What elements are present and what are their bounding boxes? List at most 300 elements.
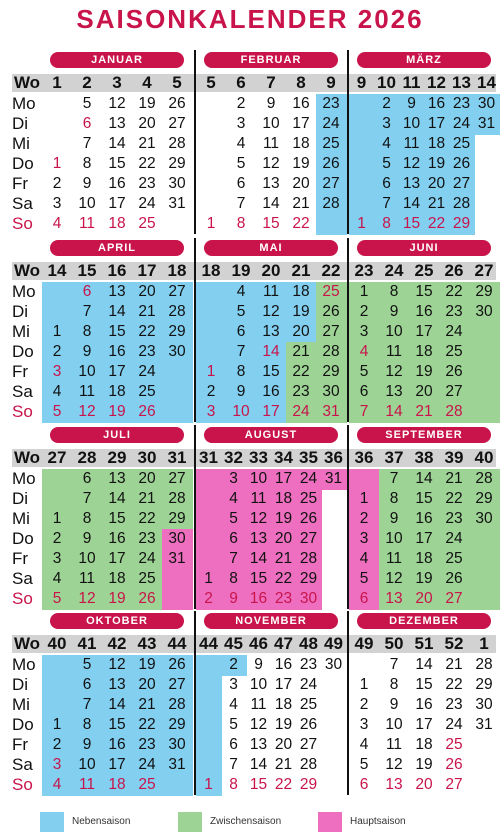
- day-number: 1: [52, 716, 62, 733]
- day-number: 3: [359, 323, 369, 340]
- week-number: 49: [324, 634, 343, 653]
- day-number: 25: [322, 283, 340, 300]
- season-cell: [349, 469, 380, 490]
- day-number: 8: [389, 676, 399, 693]
- day-number: 23: [138, 343, 156, 360]
- day-number: 4: [52, 215, 62, 232]
- day-number: 29: [299, 776, 318, 793]
- week-number: 12: [427, 73, 446, 92]
- day-number: 12: [108, 95, 126, 112]
- week-number: 9: [326, 73, 336, 92]
- day-number: 18: [415, 550, 433, 567]
- day-number: 14: [262, 343, 280, 360]
- week-number: 19: [231, 261, 251, 280]
- week-number: 28: [77, 448, 97, 467]
- season-cell: [349, 94, 375, 115]
- day-number: 5: [359, 570, 369, 587]
- week-number: 52: [444, 634, 464, 653]
- day-number: 26: [445, 363, 463, 380]
- season-cell: [469, 569, 500, 590]
- day-number: 17: [262, 403, 280, 420]
- day-label-mo: Mo: [12, 282, 36, 301]
- day-number: 26: [322, 155, 340, 172]
- day-number: 30: [475, 303, 493, 320]
- season-cell: [196, 342, 227, 363]
- day-number: 28: [445, 403, 463, 420]
- day-number: 12: [385, 363, 403, 380]
- day-number: 7: [236, 343, 246, 360]
- week-number: 25: [414, 261, 434, 280]
- day-number: 20: [292, 175, 310, 192]
- day-number: 22: [138, 323, 156, 340]
- day-number: 3: [52, 756, 62, 773]
- day-number: 2: [52, 736, 62, 753]
- day-number: 18: [274, 696, 293, 713]
- week-number: 31: [167, 448, 187, 467]
- day-number: 16: [415, 696, 433, 713]
- week-label: Wo: [13, 634, 41, 653]
- month-header-november: NOVEMBER: [204, 613, 338, 629]
- day-number: 14: [249, 550, 268, 567]
- day-number: 25: [445, 550, 463, 567]
- season-cell: [469, 529, 500, 550]
- season-cell: [196, 302, 227, 323]
- day-number: 23: [292, 383, 310, 400]
- day-number: 19: [274, 510, 293, 527]
- day-number: 26: [445, 756, 463, 773]
- day-number: 28: [452, 195, 471, 212]
- week-label: Wo: [13, 261, 41, 280]
- legend-label-neben: Nebensaison: [72, 816, 131, 827]
- legend-swatch-zwischen: [178, 812, 202, 832]
- day-number: 21: [274, 756, 293, 773]
- season-cell: [196, 695, 222, 716]
- day-number: 21: [445, 656, 463, 673]
- week-number: 20: [261, 261, 281, 280]
- day-number: 29: [322, 363, 340, 380]
- day-number: 12: [78, 590, 96, 607]
- day-number: 30: [168, 175, 186, 192]
- day-number: 6: [359, 590, 369, 607]
- day-label-so: So: [12, 775, 33, 794]
- week-number: 44: [199, 634, 218, 653]
- day-number: 23: [445, 696, 463, 713]
- week-number: 18: [201, 261, 221, 280]
- day-number: 22: [274, 776, 293, 793]
- season-cell: [469, 322, 500, 343]
- day-number: 22: [445, 490, 463, 507]
- day-number: 25: [445, 736, 463, 753]
- day-number: 16: [415, 303, 433, 320]
- day-number: 19: [292, 155, 310, 172]
- day-number: 6: [82, 470, 92, 487]
- day-label-do: Do: [12, 154, 34, 173]
- day-number: 16: [108, 736, 126, 753]
- day-number: 7: [389, 656, 399, 673]
- day-number: 11: [78, 570, 96, 587]
- day-number: 22: [427, 215, 446, 232]
- day-number: 5: [82, 95, 92, 112]
- week-number: 41: [77, 634, 97, 653]
- week-number: 40: [474, 448, 494, 467]
- day-number: 1: [206, 363, 216, 380]
- day-number: 10: [385, 716, 403, 733]
- day-number: 13: [262, 175, 280, 192]
- month-header-märz: MÄRZ: [357, 52, 491, 68]
- week-number: 27: [474, 261, 494, 280]
- day-number: 23: [299, 656, 318, 673]
- day-number: 26: [445, 570, 463, 587]
- day-number: 20: [274, 736, 293, 753]
- day-number: 31: [475, 716, 493, 733]
- season-cell: [162, 382, 193, 403]
- day-number: 3: [52, 195, 62, 212]
- day-number: 23: [138, 175, 156, 192]
- day-number: 2: [229, 656, 238, 673]
- day-number: 25: [138, 383, 156, 400]
- day-number: 2: [359, 510, 369, 527]
- season-cell: [469, 402, 500, 423]
- day-number: 12: [249, 510, 268, 527]
- day-number: 25: [299, 490, 318, 507]
- day-number: 10: [385, 530, 403, 547]
- day-number: 12: [385, 756, 403, 773]
- day-number: 8: [382, 215, 391, 232]
- week-number: 35: [299, 448, 318, 467]
- day-number: 6: [229, 530, 238, 547]
- day-label-sa: Sa: [12, 194, 33, 213]
- day-number: 13: [108, 283, 126, 300]
- day-label-di: Di: [12, 675, 29, 694]
- day-number: 2: [236, 95, 246, 112]
- season-cell: [196, 755, 222, 776]
- day-number: 15: [108, 155, 126, 172]
- day-label-fr: Fr: [12, 362, 29, 381]
- day-number: 7: [389, 470, 399, 487]
- season-cell: [196, 489, 222, 510]
- day-number: 4: [52, 570, 62, 587]
- season-cell: [196, 655, 222, 676]
- day-number: 15: [249, 570, 268, 587]
- week-label: Wo: [13, 448, 41, 467]
- day-number: 18: [415, 343, 433, 360]
- day-number: 4: [52, 776, 62, 793]
- day-number: 8: [389, 283, 399, 300]
- month-header-mai: MAI: [204, 240, 338, 256]
- day-number: 19: [274, 716, 293, 733]
- week-number: 6: [236, 73, 246, 92]
- day-number: 7: [236, 195, 246, 212]
- day-number: 10: [262, 115, 280, 132]
- day-number: 13: [385, 383, 403, 400]
- day-number: 1: [357, 215, 366, 232]
- week-number: 33: [249, 448, 268, 467]
- day-number: 11: [385, 736, 403, 753]
- month-header-august: AUGUST: [204, 427, 338, 443]
- day-number: 24: [292, 403, 310, 420]
- day-number: 15: [249, 776, 268, 793]
- day-number: 18: [108, 570, 126, 587]
- month-header-oktober: OKTOBER: [50, 613, 184, 629]
- day-number: 12: [262, 303, 280, 320]
- day-number: 31: [477, 115, 496, 132]
- season-cell: [42, 302, 73, 323]
- day-number: 22: [292, 363, 310, 380]
- day-number: 18: [108, 215, 126, 232]
- day-number: 8: [82, 155, 92, 172]
- day-number: 15: [262, 215, 280, 232]
- day-number: 3: [52, 550, 62, 567]
- day-number: 9: [82, 175, 92, 192]
- day-label-so: So: [12, 402, 33, 421]
- week-number: 43: [137, 634, 157, 653]
- day-number: 7: [82, 490, 92, 507]
- day-number: 5: [359, 756, 369, 773]
- day-number: 11: [250, 696, 267, 713]
- day-number: 19: [415, 570, 433, 587]
- day-number: 22: [292, 215, 310, 232]
- day-number: 22: [274, 570, 293, 587]
- day-number: 2: [359, 303, 369, 320]
- day-number: 5: [229, 510, 238, 527]
- season-cell: [469, 549, 500, 570]
- day-number: 31: [322, 403, 340, 420]
- season-cell: [196, 529, 222, 550]
- day-number: 14: [108, 490, 126, 507]
- day-number: 18: [292, 135, 310, 152]
- day-number: 7: [82, 135, 92, 152]
- day-number: 3: [359, 716, 369, 733]
- day-number: 13: [108, 470, 126, 487]
- day-number: 14: [108, 696, 126, 713]
- day-number: 3: [359, 530, 369, 547]
- day-number: 5: [82, 656, 92, 673]
- week-number: 40: [47, 634, 67, 653]
- week-number: 2: [82, 73, 92, 92]
- day-number: 24: [138, 363, 156, 380]
- day-number: 17: [415, 716, 433, 733]
- day-number: 13: [385, 590, 403, 607]
- day-number: 26: [452, 155, 471, 172]
- week-number: 3: [112, 73, 122, 92]
- day-number: 30: [299, 590, 318, 607]
- day-number: 15: [415, 490, 433, 507]
- legend-label-zwischen: Zwischensaison: [210, 816, 282, 827]
- day-number: 8: [82, 323, 92, 340]
- day-number: 6: [82, 283, 92, 300]
- day-number: 5: [229, 716, 238, 733]
- month-header-april: APRIL: [50, 240, 184, 256]
- day-number: 7: [359, 403, 369, 420]
- day-number: 1: [359, 676, 369, 693]
- week-number: 29: [107, 448, 127, 467]
- day-number: 24: [138, 756, 156, 773]
- day-label-mi: Mi: [12, 695, 30, 714]
- day-label-di: Di: [12, 489, 29, 508]
- day-number: 25: [138, 776, 156, 793]
- day-number: 18: [292, 283, 310, 300]
- day-number: 7: [382, 195, 391, 212]
- day-number: 19: [415, 363, 433, 380]
- month-header-juli: JULI: [50, 427, 184, 443]
- month-header-dezember: DEZEMBER: [357, 613, 491, 629]
- day-number: 12: [402, 155, 421, 172]
- week-number: 10: [377, 73, 396, 92]
- day-number: 6: [82, 676, 92, 693]
- day-number: 17: [415, 323, 433, 340]
- week-number: 8: [296, 73, 306, 92]
- day-number: 23: [274, 590, 293, 607]
- day-number: 29: [168, 155, 186, 172]
- day-number: 26: [322, 303, 340, 320]
- day-number: 9: [389, 696, 399, 713]
- day-number: 2: [52, 175, 62, 192]
- week-number: 5: [172, 73, 182, 92]
- day-number: 10: [385, 323, 403, 340]
- week-number: 37: [384, 448, 404, 467]
- day-number: 14: [385, 403, 403, 420]
- day-number: 23: [452, 95, 471, 112]
- week-number: 15: [77, 261, 97, 280]
- day-number: 11: [262, 283, 280, 300]
- day-number: 18: [108, 383, 126, 400]
- day-number: 25: [445, 343, 463, 360]
- week-number: 49: [354, 634, 374, 653]
- day-number: 8: [82, 510, 92, 527]
- day-number: 15: [262, 363, 280, 380]
- day-number: 29: [168, 510, 186, 527]
- day-number: 20: [415, 590, 433, 607]
- day-number: 21: [292, 195, 310, 212]
- week-number: 36: [354, 448, 374, 467]
- season-cell: [316, 214, 347, 235]
- day-number: 31: [168, 195, 186, 212]
- day-number: 31: [168, 550, 186, 567]
- day-number: 15: [108, 716, 126, 733]
- day-number: 4: [359, 736, 369, 753]
- day-number: 28: [322, 343, 340, 360]
- day-number: 31: [324, 470, 343, 487]
- day-number: 3: [206, 403, 216, 420]
- month-header-september: SEPTEMBER: [357, 427, 491, 443]
- season-cell: [162, 362, 193, 383]
- day-number: 4: [52, 383, 62, 400]
- day-number: 28: [168, 135, 186, 152]
- day-number: 13: [108, 676, 126, 693]
- day-number: 18: [108, 776, 126, 793]
- day-number: 11: [78, 776, 96, 793]
- day-number: 6: [382, 175, 391, 192]
- day-number: 29: [475, 490, 493, 507]
- day-number: 21: [427, 195, 446, 212]
- day-number: 28: [475, 656, 493, 673]
- day-number: 4: [382, 135, 391, 152]
- day-number: 25: [138, 215, 156, 232]
- day-number: 26: [168, 95, 186, 112]
- day-number: 25: [452, 135, 471, 152]
- week-number: 11: [402, 73, 421, 92]
- week-number: 32: [224, 448, 243, 467]
- day-number: 27: [322, 175, 340, 192]
- season-cell: [349, 194, 375, 215]
- week-number: 38: [414, 448, 434, 467]
- day-number: 13: [385, 776, 403, 793]
- day-number: 15: [415, 283, 433, 300]
- day-number: 18: [427, 135, 446, 152]
- day-number: 16: [427, 95, 446, 112]
- week-number: 26: [444, 261, 464, 280]
- day-number: 22: [138, 510, 156, 527]
- day-number: 16: [262, 383, 280, 400]
- day-number: 26: [168, 656, 186, 673]
- season-cell: [349, 174, 375, 195]
- day-number: 27: [322, 323, 340, 340]
- season-cell: [469, 382, 500, 403]
- week-number: 36: [324, 448, 343, 467]
- day-number: 17: [108, 363, 126, 380]
- day-label-do: Do: [12, 529, 34, 548]
- day-number: 30: [168, 530, 186, 547]
- day-number: 4: [229, 696, 238, 713]
- day-number: 21: [138, 490, 156, 507]
- season-cell: [469, 342, 500, 363]
- day-label-fr: Fr: [12, 735, 29, 754]
- day-number: 19: [108, 590, 126, 607]
- day-number: 5: [52, 403, 62, 420]
- day-number: 17: [108, 550, 126, 567]
- day-number: 24: [299, 470, 318, 487]
- day-number: 30: [168, 736, 186, 753]
- day-number: 8: [82, 716, 92, 733]
- day-number: 29: [475, 676, 493, 693]
- day-number: 14: [108, 135, 126, 152]
- season-cell: [42, 282, 73, 303]
- day-number: 6: [82, 115, 92, 132]
- week-number: 44: [167, 634, 187, 653]
- day-number: 30: [168, 343, 186, 360]
- week-number: 5: [206, 73, 216, 92]
- season-cell: [196, 549, 222, 570]
- day-number: 28: [168, 303, 186, 320]
- page-title: SAISONKALENDER 2026: [76, 4, 424, 34]
- day-number: 17: [274, 470, 293, 487]
- day-number: 9: [82, 343, 92, 360]
- day-number: 21: [138, 135, 156, 152]
- season-cell: [42, 675, 73, 696]
- day-label-mo: Mo: [12, 469, 36, 488]
- week-number: 42: [107, 634, 127, 653]
- day-label-di: Di: [12, 114, 29, 133]
- day-number: 9: [266, 95, 276, 112]
- day-number: 30: [475, 696, 493, 713]
- day-number: 24: [138, 195, 156, 212]
- day-number: 27: [299, 736, 318, 753]
- season-cell: [196, 675, 222, 696]
- day-number: 16: [108, 530, 126, 547]
- day-number: 17: [108, 195, 126, 212]
- day-number: 20: [415, 776, 433, 793]
- season-cell: [162, 402, 193, 423]
- day-number: 27: [445, 590, 463, 607]
- day-number: 23: [138, 736, 156, 753]
- day-label-fr: Fr: [12, 549, 29, 568]
- day-number: 4: [236, 135, 246, 152]
- legend-swatch-haupt: [318, 812, 342, 832]
- day-number: 15: [108, 510, 126, 527]
- day-number: 20: [427, 175, 446, 192]
- day-number: 6: [359, 776, 369, 793]
- day-number: 11: [78, 383, 96, 400]
